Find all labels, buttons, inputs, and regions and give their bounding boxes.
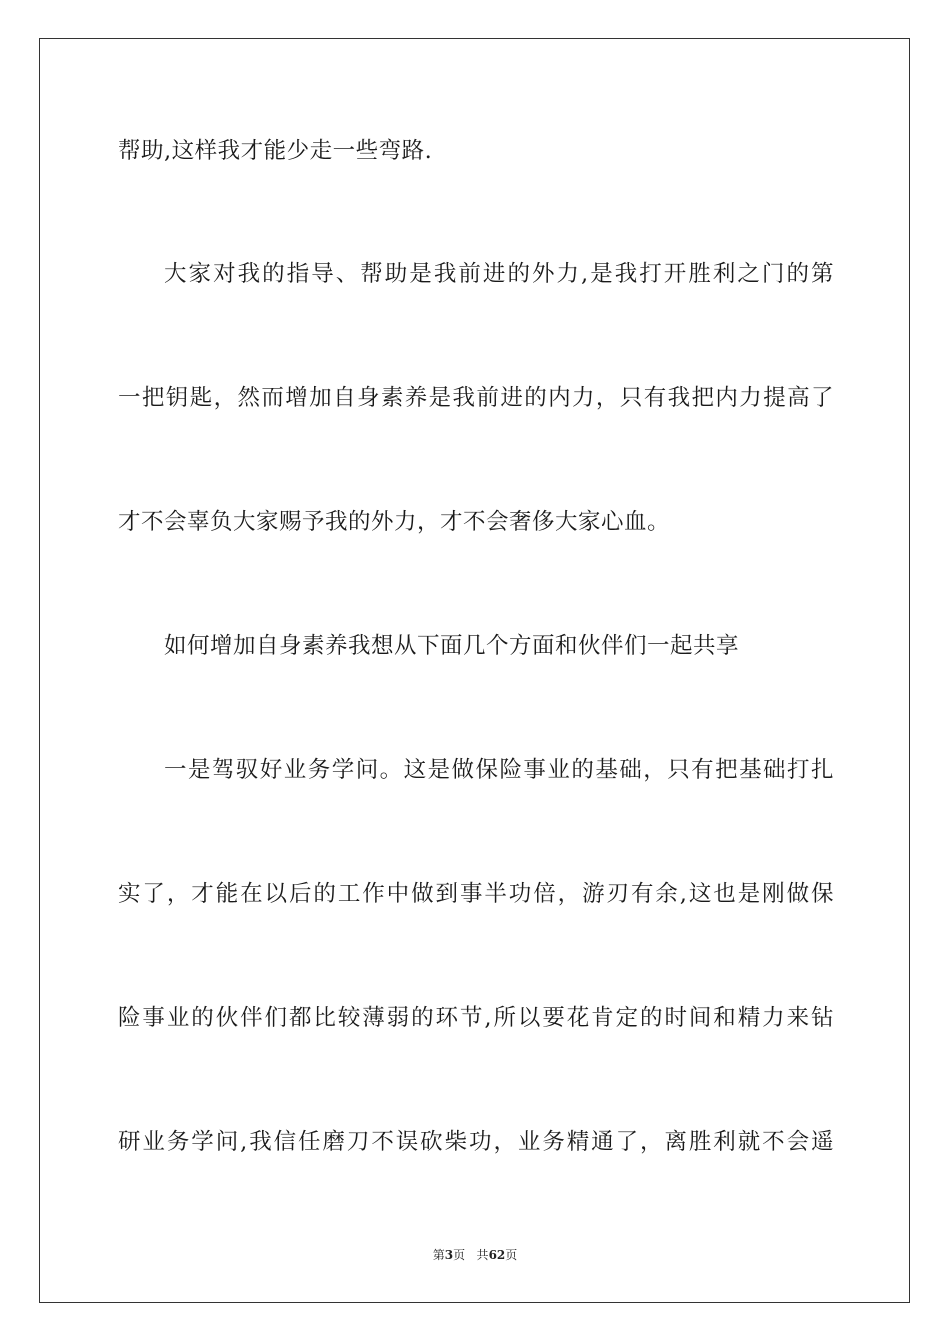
text-line-4: 才不会辜负大家赐予我的外力，才不会奢侈大家心血。 — [118, 509, 671, 535]
text-line-1: 帮助,这样我才能少走一些弯路. — [118, 138, 433, 164]
page-number: 3 — [444, 1248, 454, 1262]
text-line-8: 险事业的伙伴们都比较薄弱的环节,所以要花肯定的时间和精力来钻 — [118, 1005, 834, 1031]
page-suffix: 页 — [453, 1248, 466, 1262]
page-prefix: 第 — [432, 1248, 445, 1262]
text-line-3: 一把钥匙，然而增加自身素养是我前进的内力，只有我把内力提高了 — [118, 385, 834, 411]
page-footer — [0, 1247, 950, 1263]
page-border — [39, 38, 910, 1303]
text-line-9: 研业务学问,我信任磨刀不误砍柴功，业务精通了，离胜利就不会遥 — [118, 1129, 834, 1155]
total-pages: 62 — [488, 1248, 506, 1262]
total-suffix: 页 — [505, 1248, 518, 1262]
text-line-2: 大家对我的指导、帮助是我前进的外力,是我打开胜利之门的第 — [164, 261, 834, 287]
text-line-6: 一是驾驭好业务学问。这是做保险事业的基础，只有把基础打扎 — [164, 757, 834, 783]
text-line-5: 如何增加自身素养我想从下面几个方面和伙伴们一起共享 — [164, 633, 740, 659]
total-prefix: 共 — [476, 1248, 489, 1262]
text-line-7: 实了，才能在以后的工作中做到事半功倍，游刃有余,这也是刚做保 — [118, 881, 834, 907]
